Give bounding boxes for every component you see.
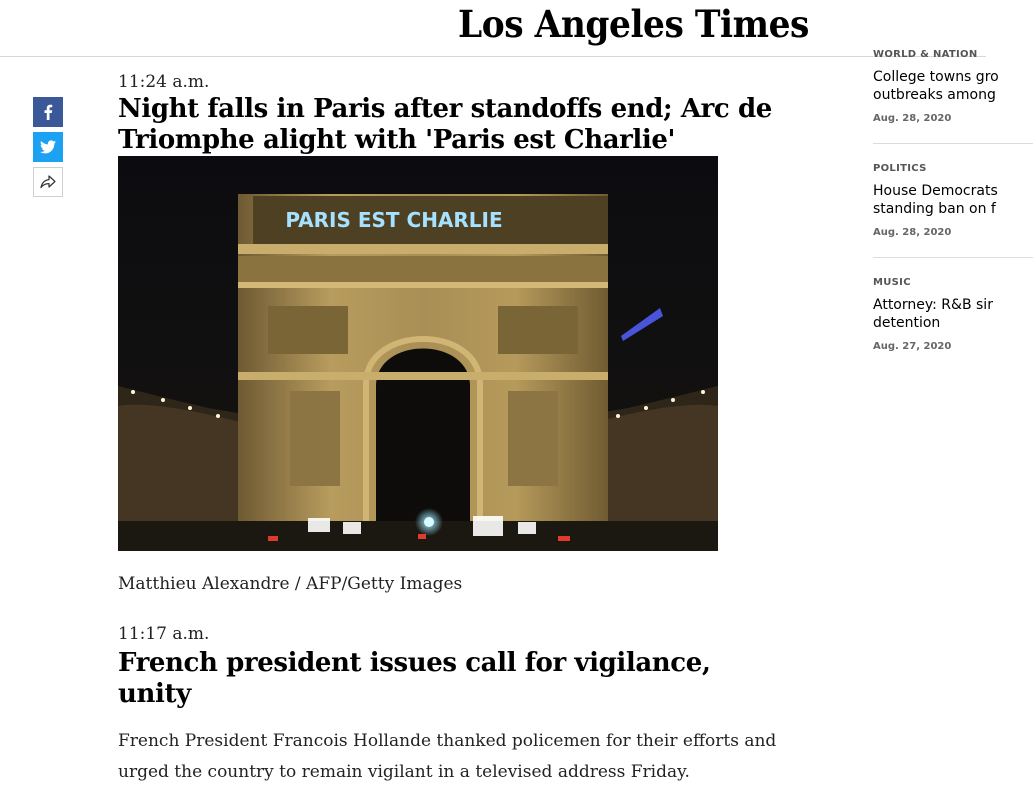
rail-headline[interactable]: House Democrats standing ban on f [873,183,998,217]
facebook-icon [41,104,55,120]
share-arrow-icon [40,175,56,189]
rail-story[interactable] [873,162,1033,258]
site-logo[interactable]: Los Angeles Times [458,2,809,46]
entry-headline: Night falls in Paris after standoffs end; Arc de Triomphe alight with 'Paris est Charlie' [118,94,772,155]
twitter-share-button[interactable] [33,132,63,162]
projected-paris-est-charlie: PARIS EST CHARLIE [285,208,503,232]
rail-category[interactable]: MUSIC [873,277,911,288]
rail-headline[interactable]: Attorney: R&B sir detention [873,297,993,331]
twitter-icon [40,140,56,154]
arc-de-triomphe-photo [118,156,718,551]
rail-story[interactable] [873,48,1033,144]
rail-category[interactable]: WORLD & NATION [873,49,978,60]
rail-category[interactable]: POLITICS [873,163,927,174]
photo-caption: Matthieu Alexandre / AFP/Getty Images [118,574,463,594]
entry-body: French President Francois Hollande thanked policemen for their efforts and urged the country to remain vigilant in a televised address Friday. [118,731,777,782]
related-stories-rail [873,48,1033,389]
site-header [0,0,986,57]
rail-headline[interactable]: College towns gro outbreaks among [873,69,999,103]
rail-date: Aug. 28, 2020 [873,113,952,124]
entry-timestamp: 11:17 a.m. [118,624,210,644]
blog-entry [118,70,788,595]
entry-headline: French president issues call for vigilance, unity [118,648,711,709]
blog-entry [118,622,788,788]
more-share-button[interactable] [33,167,63,197]
rail-story[interactable] [873,276,1033,371]
rail-date: Aug. 27, 2020 [873,341,952,352]
share-rail [33,97,63,202]
facebook-share-button[interactable] [33,97,63,127]
live-blog-column [118,70,788,788]
rail-date: Aug. 28, 2020 [873,227,952,238]
entry-timestamp: 11:24 a.m. [118,72,210,92]
